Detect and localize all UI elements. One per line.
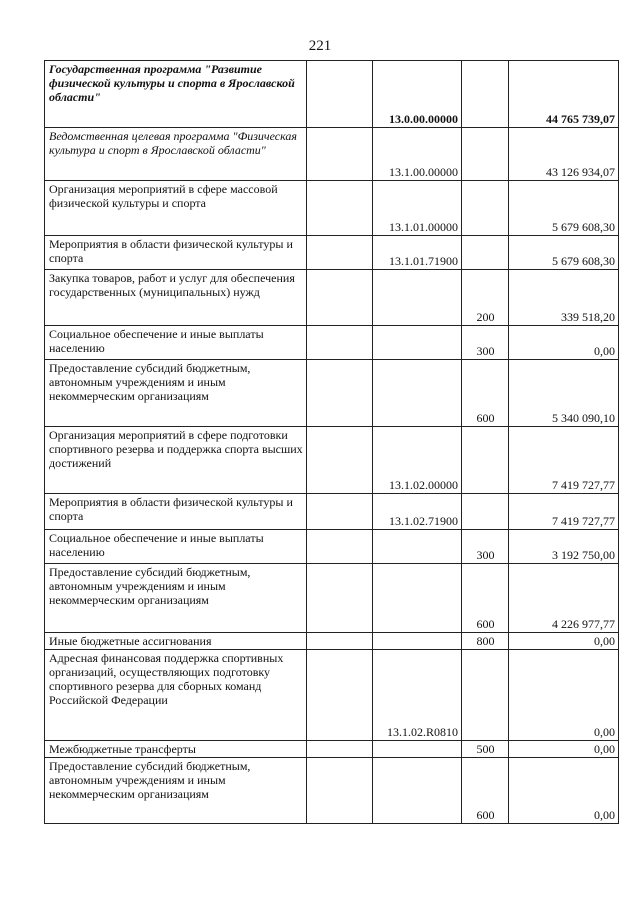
row-amount: 44 765 739,07 (509, 61, 619, 128)
row-amount: 5 679 608,30 (509, 236, 619, 270)
row-amount: 4 226 977,77 (509, 564, 619, 633)
row-expense-type: 500 (462, 741, 509, 758)
row-code: 13.1.02.71900 (373, 494, 462, 530)
row-amount: 0,00 (509, 633, 619, 650)
row-amount: 0,00 (509, 758, 619, 824)
table-row (45, 360, 619, 427)
row-name: Организация мероприятий в сфере массовой физической культуры и спорта (45, 181, 307, 236)
row-code (373, 564, 462, 633)
blank-cell (307, 494, 373, 530)
row-code (373, 270, 462, 326)
blank-cell (307, 530, 373, 564)
row-code: 13.0.00.00000 (373, 61, 462, 128)
row-amount: 7 419 727,77 (509, 494, 619, 530)
table-row (45, 128, 619, 181)
blank-cell (307, 741, 373, 758)
row-amount: 0,00 (509, 650, 619, 741)
row-code (373, 758, 462, 824)
row-expense-type: 600 (462, 360, 509, 427)
row-name: Социальное обеспечение и иные выплаты населению (45, 326, 307, 360)
row-amount: 0,00 (509, 741, 619, 758)
row-code: 13.1.01.00000 (373, 181, 462, 236)
row-name: Государственная программа "Развитие физической культуры и спорта в Ярославской области" (45, 61, 307, 128)
row-name: Адресная финансовая поддержка спортивных организаций, осуществляющих подготовку спортивного резерва для сборных команд Российской Федерации (45, 650, 307, 741)
blank-cell (307, 427, 373, 494)
row-amount: 7 419 727,77 (509, 427, 619, 494)
row-name: Социальное обеспечение и иные выплаты населению (45, 530, 307, 564)
table-row (45, 181, 619, 236)
table-row (45, 758, 619, 824)
row-expense-type (462, 427, 509, 494)
blank-cell (307, 326, 373, 360)
row-name: Иные бюджетные ассигнования (45, 633, 307, 650)
page-number: 221 (308, 38, 332, 54)
row-name: Ведомственная целевая программа "Физическая культура и спорт в Ярославской области" (45, 128, 307, 181)
row-expense-type (462, 236, 509, 270)
row-expense-type (462, 181, 509, 236)
row-code (373, 326, 462, 360)
row-code: 13.1.02.R0810 (373, 650, 462, 741)
row-expense-type: 600 (462, 758, 509, 824)
blank-cell (307, 633, 373, 650)
row-expense-type: 300 (462, 530, 509, 564)
row-amount: 5 679 608,30 (509, 181, 619, 236)
row-name: Мероприятия в области физической культуры и спорта (45, 236, 307, 270)
blank-cell (307, 61, 373, 128)
table-row (45, 650, 619, 741)
blank-cell (307, 564, 373, 633)
blank-cell (307, 360, 373, 427)
blank-cell (307, 650, 373, 741)
table-row (45, 427, 619, 494)
table-row (45, 530, 619, 564)
row-amount: 5 340 090,10 (509, 360, 619, 427)
row-expense-type (462, 61, 509, 128)
row-name: Предоставление субсидий бюджетным, автономным учреждениям и иным некоммерческим организациям (45, 360, 307, 427)
row-name: Предоставление субсидий бюджетным, автономным учреждениям и иным некоммерческим организациям (45, 564, 307, 633)
row-amount: 339 518,20 (509, 270, 619, 326)
blank-cell (307, 128, 373, 181)
row-code (373, 530, 462, 564)
row-code: 13.1.00.00000 (373, 128, 462, 181)
table-row (45, 494, 619, 530)
row-name: Предоставление субсидий бюджетным, автономным учреждениям и иным некоммерческим организациям (45, 758, 307, 824)
row-amount: 43 126 934,07 (509, 128, 619, 181)
table-row (45, 633, 619, 650)
row-name: Закупка товаров, работ и услуг для обеспечения государственных (муниципальных) нужд (45, 270, 307, 326)
row-expense-type (462, 494, 509, 530)
row-expense-type (462, 128, 509, 181)
table-row (45, 741, 619, 758)
table-row (45, 326, 619, 360)
row-code (373, 633, 462, 650)
budget-table (44, 60, 619, 824)
row-expense-type: 300 (462, 326, 509, 360)
row-expense-type: 200 (462, 270, 509, 326)
row-name: Мероприятия в области физической культуры и спорта (45, 494, 307, 530)
blank-cell (307, 270, 373, 326)
table-row (45, 61, 619, 128)
table-row (45, 270, 619, 326)
row-code: 13.1.02.00000 (373, 427, 462, 494)
row-name: Межбюджетные трансферты (45, 741, 307, 758)
row-expense-type: 600 (462, 564, 509, 633)
row-amount: 3 192 750,00 (509, 530, 619, 564)
row-expense-type: 800 (462, 633, 509, 650)
row-amount: 0,00 (509, 326, 619, 360)
row-code: 13.1.01.71900 (373, 236, 462, 270)
table-row (45, 236, 619, 270)
blank-cell (307, 181, 373, 236)
row-expense-type (462, 650, 509, 741)
table-row (45, 564, 619, 633)
blank-cell (307, 758, 373, 824)
row-name: Организация мероприятий в сфере подготовки спортивного резерва и поддержка спорта высших достижений (45, 427, 307, 494)
row-code (373, 741, 462, 758)
row-code (373, 360, 462, 427)
blank-cell (307, 236, 373, 270)
